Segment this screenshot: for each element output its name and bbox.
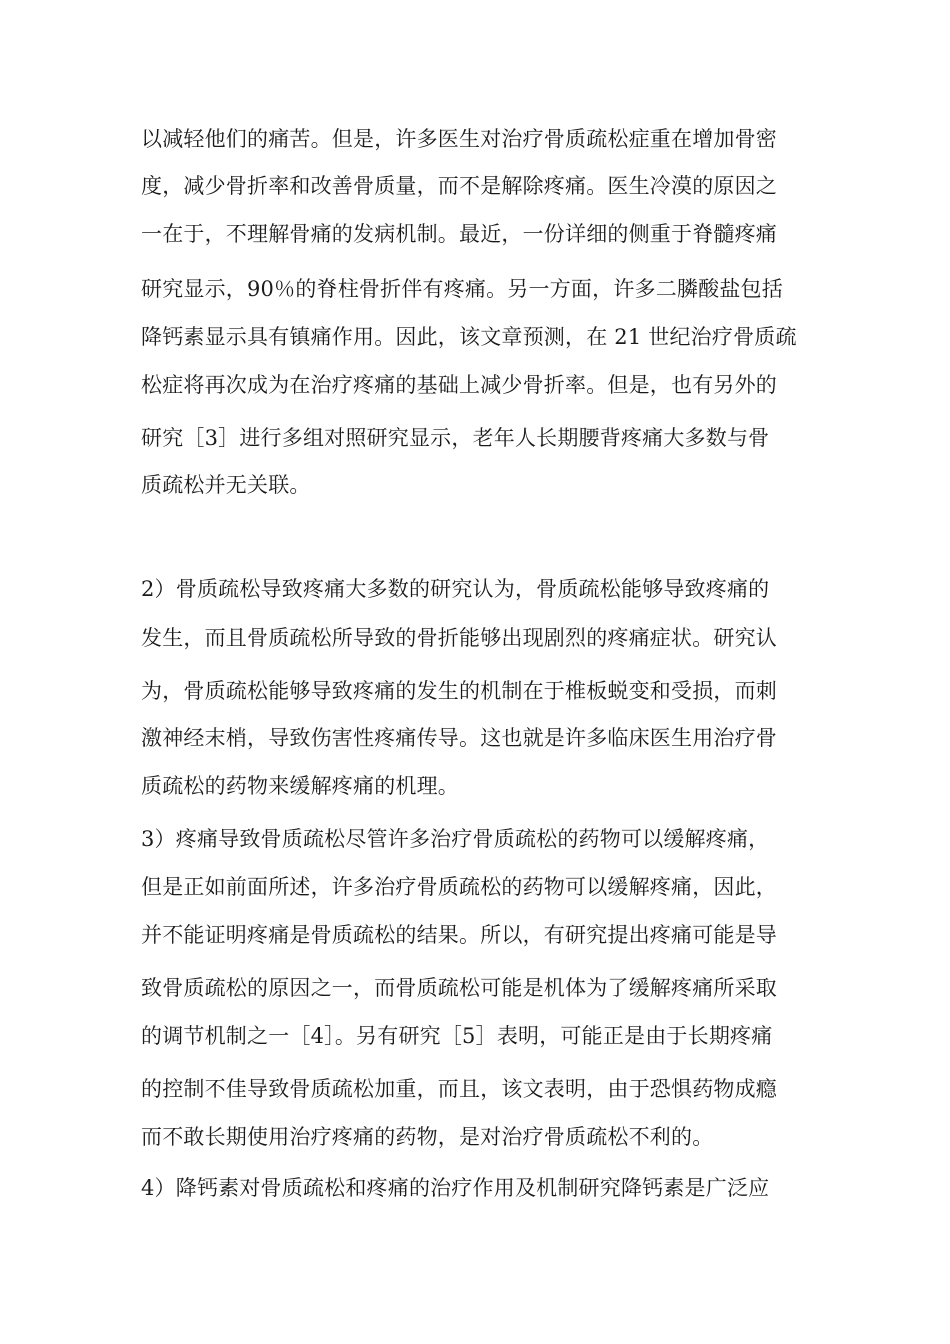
paragraph-2-line-3: 为，骨质疏松能够导致疼痛的发生的机制在于椎板蜕变和受损，而刺 [141,679,777,703]
paragraph-2-line-1: 2）骨质疏松导致疼痛大多数的研究认为，骨质疏松能够导致疼痛的 [141,577,770,601]
paragraph-3-line-7: 而不敢长期使用治疗疼痛的药物，是对治疗骨质疏松不利的。 [141,1125,714,1149]
paragraph-3-line-4: 致骨质疏松的原因之一，而骨质疏松可能是机体为了缓解疼痛所采取 [141,976,777,1000]
paragraph-1-line-2: 度，减少骨折率和改善骨质量，而不是解除疼痛。医生冷漠的原因之 [141,174,777,198]
paragraph-1-line-6: 松症将再次成为在治疗疼痛的基础上减少骨折率。但是，也有另外的 [141,373,777,397]
paragraph-1-line-8: 质疏松并无关联。 [141,473,311,497]
paragraph-1-line-3: 一在于，不理解骨痛的发病机制。最近，一份详细的侧重于脊髓疼痛 [141,222,777,246]
paragraph-3-line-2: 但是正如前面所述，许多治疗骨质疏松的药物可以缓解疼痛，因此， [141,875,777,899]
paragraph-3-line-5: 的调节机制之一［4］。另有研究［5］表明，可能正是由于长期疼痛 [141,1024,773,1048]
paragraph-2-line-4: 激神经末梢，导致伤害性疼痛传导。这也就是许多临床医生用治疗骨 [141,726,777,750]
paragraph-1-line-4: 研究显示，90％的脊柱骨折伴有疼痛。另一方面，许多二膦酸盐包括 [141,277,783,301]
paragraph-1-line-5: 降钙素显示具有镇痛作用。因此，该文章预测，在 21 世纪治疗骨质疏 [141,325,797,349]
paragraph-1-line-7: 研究［3］进行多组对照研究显示，老年人长期腰背疼痛大多数与骨 [141,426,770,450]
paragraph-2-line-5: 质疏松的药物来缓解疼痛的机理。 [141,774,459,798]
paragraph-3-line-1: 3）疼痛导致骨质疏松尽管许多治疗骨质疏松的药物可以缓解疼痛， [141,827,770,851]
paragraph-4-line-1: 4）降钙素对骨质疏松和疼痛的治疗作用及机制研究降钙素是广泛应 [141,1176,770,1200]
paragraph-3-line-6: 的控制不佳导致骨质疏松加重，而且，该文表明，由于恐惧药物成瘾 [141,1077,777,1101]
paragraph-1-line-1: 以减轻他们的痛苦。但是，许多医生对治疗骨质疏松症重在增加骨密 [141,127,777,151]
paragraph-2-line-2: 发生，而且骨质疏松所导致的骨折能够出现剧烈的疼痛症状。研究认 [141,626,777,650]
paragraph-3-line-3: 并不能证明疼痛是骨质疏松的结果。所以，有研究提出疼痛可能是导 [141,923,777,947]
